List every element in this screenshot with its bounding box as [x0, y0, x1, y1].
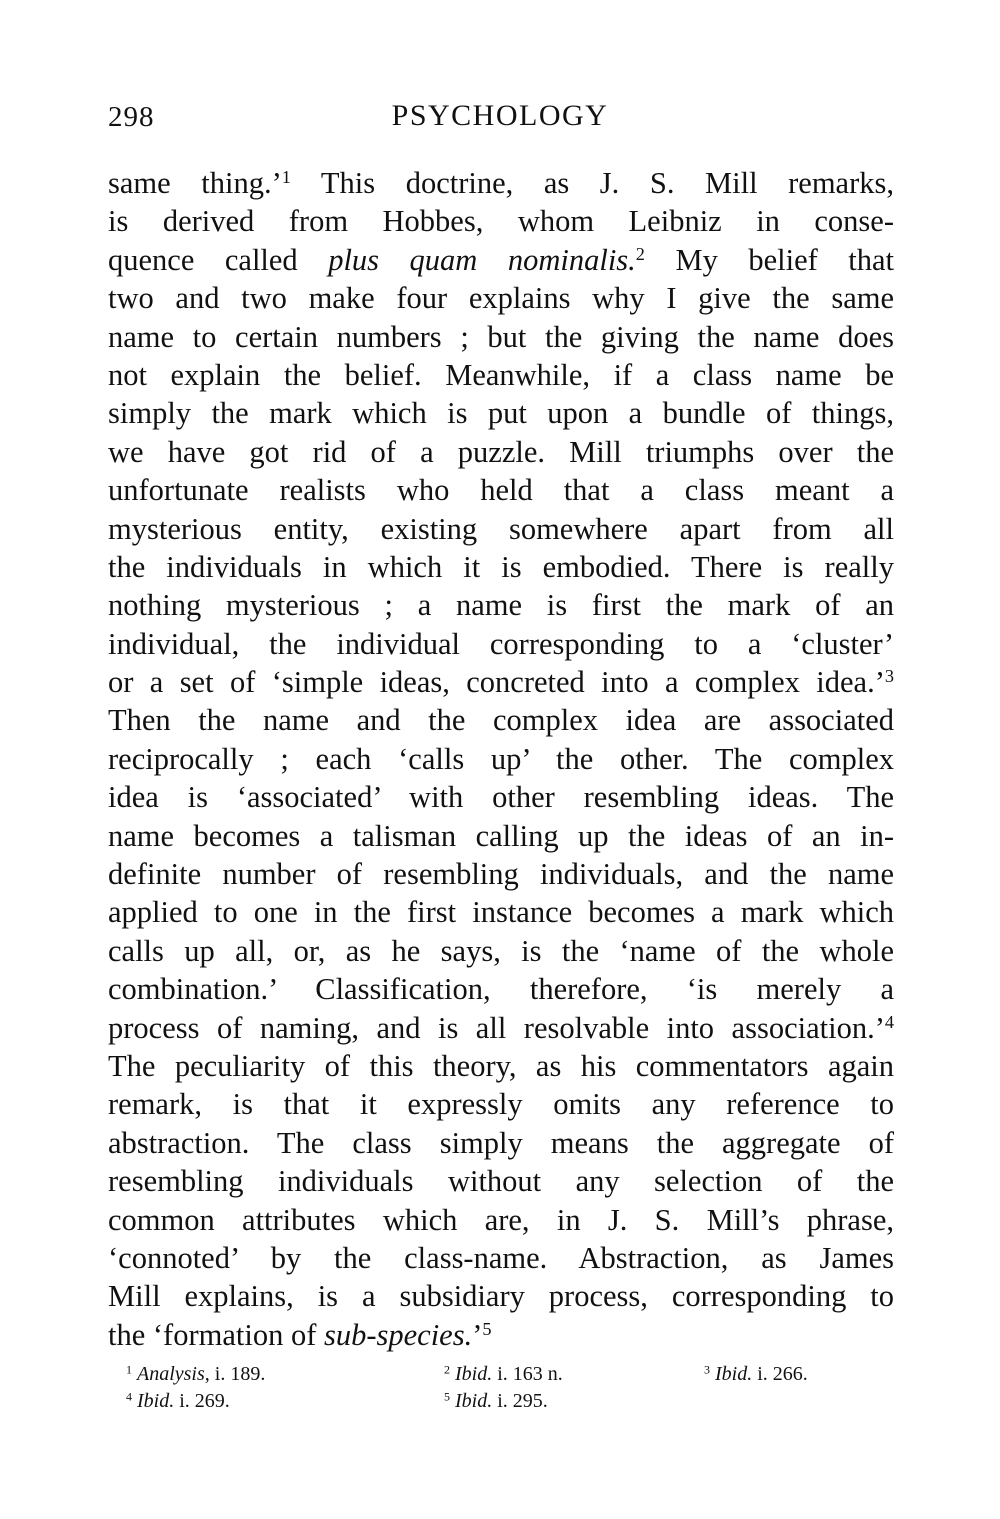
footnote-3: $^3$ Ibid. i. 266. — [704, 1362, 808, 1385]
footnote-1: $^1$ Analysis, i. 189. — [126, 1362, 266, 1385]
text-line: name to certain numbers ; but the giving the name does — [108, 319, 894, 354]
running-head: PSYCHOLOGY — [391, 99, 609, 132]
text-line: the individuals in which it is embodied. There is really — [108, 549, 894, 584]
footnote-5: $^5$ Ibid. i. 295. — [444, 1389, 548, 1412]
text-line: same thing.’$^1$ This doctrine, as J. S. Mill remarks, — [108, 166, 894, 200]
text-line: Then the name and the complex idea are associated — [108, 703, 894, 738]
text-line: reciprocally ; each ‘calls up’ the other. The complex — [108, 741, 894, 776]
text-line: quence called plus quam nominalis.$^2$ My belief that — [108, 242, 895, 277]
text-line: ‘connoted’ by the class-name. Abstraction, as James — [108, 1240, 894, 1275]
text-line: is derived from Hobbes, whom Leibniz in conse- — [108, 204, 894, 239]
page-number: 298 — [108, 101, 155, 133]
text-line: combination.’ Classification, therefore, ‘is merely a — [108, 972, 894, 1007]
text-line: the ‘formation of sub-species.’$^5$ — [108, 1317, 492, 1352]
text-line: idea is ‘associated’ with other resembling ideas. The — [108, 780, 894, 815]
text-line: two and two make four explains why I give the same — [108, 281, 894, 316]
text-line: abstraction. The class simply means the aggregate of — [108, 1125, 894, 1160]
text-line: simply the mark which is put upon a bundle of things, — [108, 396, 894, 431]
text-line: Mill explains, is a subsidiary process, corresponding to — [108, 1279, 894, 1314]
text-line: common attributes which are, in J. S. Mill’s phrase, — [108, 1202, 894, 1237]
text-line: process of naming, and is all resolvable into association.’$^4$ — [108, 1010, 894, 1045]
text-line: unfortunate realists who held that a class meant a — [108, 473, 894, 508]
text-line: calls up all, or, as he says, is the ‘name of the whole — [108, 933, 894, 968]
body-text — [108, 164, 894, 1354]
text-line: remark, is that it expressly omits any reference to — [108, 1087, 894, 1122]
text-line: individual, the individual corresponding to a ‘cluster’ — [108, 626, 894, 661]
text-line: The peculiarity of this theory, as his commentators again — [108, 1048, 894, 1083]
text-line: definite number of resembling individuals, and the name — [108, 857, 894, 892]
text-line: applied to one in the first instance becomes a mark which — [108, 895, 894, 930]
text-line: mysterious entity, existing somewhere apart from all — [108, 511, 894, 546]
text-line: nothing mysterious ; a name is first the mark of an — [108, 588, 894, 623]
text-line: or a set of ‘simple ideas, concreted into a complex idea.’$^3$ — [108, 665, 894, 700]
footnote-4: $^4$ Ibid. i. 269. — [126, 1389, 230, 1412]
text-line: we have got rid of a puzzle. Mill triumphs over the — [108, 434, 894, 469]
footnote-2: $^2$ Ibid. i. 163 n. — [444, 1362, 563, 1385]
text-line: resembling individuals without any selection of the — [108, 1164, 894, 1199]
text-line: not explain the belief. Meanwhile, if a class name be — [108, 357, 894, 392]
text-line: name becomes a talisman calling up the ideas of an in- — [108, 818, 894, 853]
